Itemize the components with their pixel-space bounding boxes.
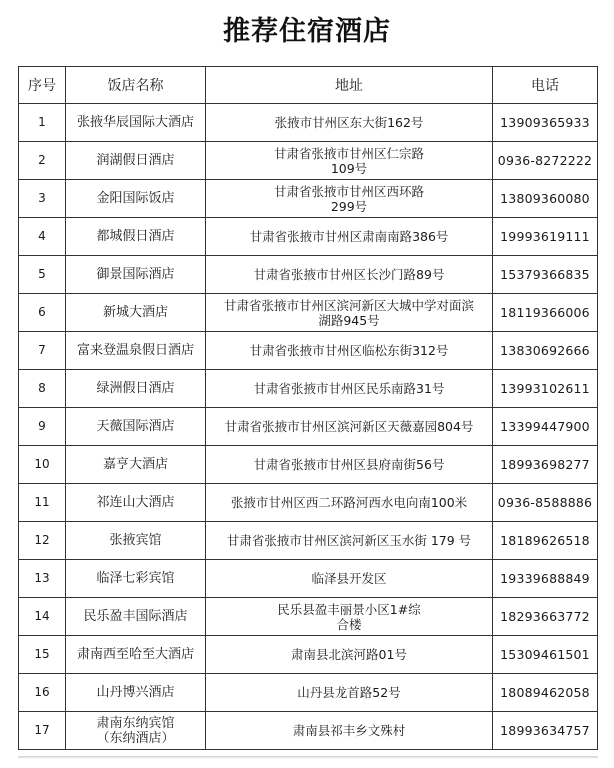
phone-number: 19993619111 xyxy=(493,218,598,256)
phone-number: 18993698277 xyxy=(493,446,598,484)
hotel-name-cell xyxy=(66,332,206,370)
address-line: 甘肃省张掖市甘州区县府南街56号 xyxy=(253,457,445,472)
phone-number: 13399447900 xyxy=(493,408,598,446)
address-line: 山丹县龙首路52号 xyxy=(297,685,401,700)
address-line: 109号 xyxy=(330,160,368,176)
hotel-name: （东纳酒店） xyxy=(96,730,175,746)
table-row xyxy=(19,522,598,560)
table-row xyxy=(19,408,598,446)
address-line: 张掖市甘州区西二环路河西水电向南100米 xyxy=(230,495,468,510)
hotel-name: 山丹博兴酒店 xyxy=(96,685,175,700)
address-cell xyxy=(206,332,493,370)
hotel-name: 绿洲假日酒店 xyxy=(96,381,175,396)
address-line: 湖路945号 xyxy=(318,312,380,328)
address-line: 甘肃省张掖市甘州区临松东街312号 xyxy=(249,343,449,358)
page-title: 推荐住宿酒店 xyxy=(223,16,391,47)
address-line: 肃南县祁丰乡文殊村 xyxy=(292,723,406,738)
phone-number: 18293663772 xyxy=(493,598,598,636)
phone-number: 15379366835 xyxy=(493,256,598,294)
hotel-name: 都城假日酒店 xyxy=(96,229,175,244)
table-header-row xyxy=(19,67,598,104)
address-line: 甘肃省张掖市甘州区滨河新区玉水街 179 号 xyxy=(226,533,472,548)
phone-number: 19339688849 xyxy=(493,560,598,598)
phone-number: 0936-8272222 xyxy=(493,142,598,180)
hotel-name: 民乐盈丰国际酒店 xyxy=(83,609,188,624)
hotel-name-cell xyxy=(66,294,206,332)
hotel-name: 张掖华辰国际大酒店 xyxy=(76,115,194,130)
hotel-name-cell xyxy=(66,522,206,560)
hotel-name-cell xyxy=(66,484,206,522)
row-number: 1 xyxy=(19,104,66,142)
hotel-name: 御景国际酒店 xyxy=(96,267,175,282)
hotel-name-cell xyxy=(66,598,206,636)
row-number: 5 xyxy=(19,256,66,294)
address-cell xyxy=(206,560,493,598)
table-row xyxy=(19,712,598,750)
address-line: 甘肃省张掖市甘州区滨河新区大城中学对面滨 xyxy=(223,297,474,313)
table-row xyxy=(19,294,598,332)
address-cell xyxy=(206,180,493,218)
table-row xyxy=(19,370,598,408)
table-row xyxy=(19,180,598,218)
table-row xyxy=(19,674,598,712)
phone-number: 0936-8588886 xyxy=(493,484,598,522)
address-line: 甘肃省张掖市甘州区西环路 xyxy=(273,183,424,199)
table-row xyxy=(19,218,598,256)
row-number: 6 xyxy=(19,294,66,332)
address-line: 肃南县北滨河路01号 xyxy=(291,647,407,662)
address-cell xyxy=(206,522,493,560)
row-number: 4 xyxy=(19,218,66,256)
table-body xyxy=(19,104,598,750)
address-line: 甘肃省张掖市甘州区滨河新区天薇嘉园804号 xyxy=(224,419,474,434)
address-cell xyxy=(206,446,493,484)
hotel-name-cell xyxy=(66,104,206,142)
row-number: 15 xyxy=(19,636,66,674)
address-cell xyxy=(206,294,493,332)
row-number: 11 xyxy=(19,484,66,522)
phone-number: 15309461501 xyxy=(493,636,598,674)
table-row xyxy=(19,332,598,370)
address-line: 民乐县盈丰丽景小区1#综 xyxy=(277,601,421,617)
phone-number: 18119366006 xyxy=(493,294,598,332)
hotel-name-cell xyxy=(66,446,206,484)
hotel-name-cell xyxy=(66,142,206,180)
address-cell xyxy=(206,712,493,750)
header-hotel-name: 饭店名称 xyxy=(66,67,206,104)
address-line: 临泽县开发区 xyxy=(311,571,387,586)
hotel-name: 临泽七彩宾馆 xyxy=(96,571,175,586)
row-number: 8 xyxy=(19,370,66,408)
hotel-name: 祁连山大酒店 xyxy=(96,495,175,510)
address-cell xyxy=(206,104,493,142)
phone-number: 18993634757 xyxy=(493,712,598,750)
table-row xyxy=(19,484,598,522)
address-line: 合楼 xyxy=(336,616,362,632)
hotel-name: 新城大酒店 xyxy=(102,305,168,320)
table-row xyxy=(19,446,598,484)
address-cell xyxy=(206,256,493,294)
address-cell xyxy=(206,484,493,522)
table-row xyxy=(19,256,598,294)
hotel-name-cell xyxy=(66,712,206,750)
row-number: 10 xyxy=(19,446,66,484)
header-phone: 电话 xyxy=(493,67,598,104)
address-line: 299号 xyxy=(330,198,368,214)
hotel-name-cell xyxy=(66,674,206,712)
address-cell xyxy=(206,408,493,446)
phone-number: 13830692666 xyxy=(493,332,598,370)
address-line: 甘肃省张掖市甘州区民乐南路31号 xyxy=(253,381,445,396)
hotel-name-cell xyxy=(66,218,206,256)
hotel-table xyxy=(18,66,598,750)
hotel-name-cell xyxy=(66,370,206,408)
hotel-name: 肃南西至哈至大酒店 xyxy=(76,647,194,662)
header-address: 地址 xyxy=(206,67,493,104)
phone-number: 18089462058 xyxy=(493,674,598,712)
row-number: 9 xyxy=(19,408,66,446)
phone-number: 13909365933 xyxy=(493,104,598,142)
address-line: 甘肃省张掖市甘州区肃南南路386号 xyxy=(249,229,449,244)
hotel-name-cell xyxy=(66,408,206,446)
hotel-name-cell xyxy=(66,256,206,294)
row-number: 16 xyxy=(19,674,66,712)
address-cell xyxy=(206,370,493,408)
address-cell xyxy=(206,142,493,180)
row-number: 7 xyxy=(19,332,66,370)
table-row xyxy=(19,104,598,142)
table-row xyxy=(19,560,598,598)
table-bottom-shadow xyxy=(18,756,598,759)
phone-number: 13809360080 xyxy=(493,180,598,218)
address-cell xyxy=(206,636,493,674)
table-row xyxy=(19,598,598,636)
address-cell xyxy=(206,598,493,636)
phone-number: 18189626518 xyxy=(493,522,598,560)
row-number: 2 xyxy=(19,142,66,180)
header-no: 序号 xyxy=(19,67,66,104)
address-line: 张掖市甘州区东大街162号 xyxy=(274,115,424,130)
phone-number: 13993102611 xyxy=(493,370,598,408)
row-number: 3 xyxy=(19,180,66,218)
row-number: 17 xyxy=(19,712,66,750)
hotel-name-cell xyxy=(66,560,206,598)
hotel-name-cell xyxy=(66,636,206,674)
table-row xyxy=(19,636,598,674)
hotel-name: 天薇国际酒店 xyxy=(96,419,175,434)
hotel-name-cell xyxy=(66,180,206,218)
address-cell xyxy=(206,218,493,256)
hotel-name: 张掖宾馆 xyxy=(109,533,162,548)
hotel-name: 嘉亨大酒店 xyxy=(102,457,168,472)
hotel-name: 富来登温泉假日酒店 xyxy=(76,343,194,358)
address-line: 甘肃省张掖市甘州区仁宗路 xyxy=(273,145,424,161)
row-number: 13 xyxy=(19,560,66,598)
hotel-name: 金阳国际饭店 xyxy=(96,191,175,206)
address-cell xyxy=(206,674,493,712)
table-row xyxy=(19,142,598,180)
hotel-name: 肃南东纳宾馆 xyxy=(96,715,175,731)
address-line: 甘肃省张掖市甘州区长沙门路89号 xyxy=(253,267,445,282)
hotel-name: 润湖假日酒店 xyxy=(96,153,175,168)
row-number: 14 xyxy=(19,598,66,636)
row-number: 12 xyxy=(19,522,66,560)
